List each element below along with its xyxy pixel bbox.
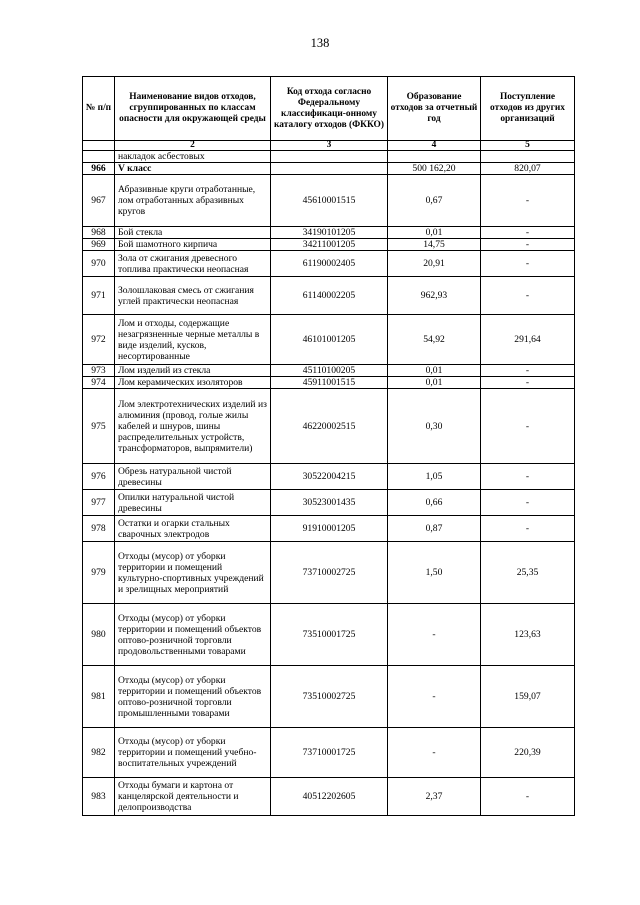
cell-code: 46220002515 [271, 389, 388, 464]
cell-num: 983 [83, 778, 115, 816]
cell-num: 979 [83, 542, 115, 604]
cell-num: 977 [83, 490, 115, 516]
table-row [83, 175, 575, 227]
cell-name: Лом электротехнических изделий из алюминия (провод, голые жилы кабелей и шнуров, шины распределительных устройств, трансформаторов, выпрямители) [115, 389, 271, 464]
cell-code: 61140002205 [271, 277, 388, 315]
cell-code: 46101001205 [271, 315, 388, 365]
cell-received: - [481, 175, 575, 227]
column-number-4: 4 [388, 141, 481, 151]
cell-name: Опилки натуральной чистой древесины [115, 490, 271, 516]
cell-name: Бой шамотного кирпича [115, 239, 271, 251]
cell-name: V класс [115, 163, 271, 175]
table-row [83, 464, 575, 490]
table-row [83, 490, 575, 516]
table-row [83, 227, 575, 239]
cell-formed: 14,75 [388, 239, 481, 251]
cell-name: Лом изделий из стекла [115, 365, 271, 377]
cell-code: 30522004215 [271, 464, 388, 490]
cell-name: Обрезь натуральной чистой древесины [115, 464, 271, 490]
cell-num: 975 [83, 389, 115, 464]
cell-num: 969 [83, 239, 115, 251]
cell-code: 73510001725 [271, 604, 388, 666]
cell-name: Остатки и огарки стальных сварочных электродов [115, 516, 271, 542]
cell-received: - [481, 277, 575, 315]
cell-formed: 1,05 [388, 464, 481, 490]
cell-received: - [481, 778, 575, 816]
cell-num: 978 [83, 516, 115, 542]
cell-num: 970 [83, 251, 115, 277]
cell-code: 73510002725 [271, 666, 388, 728]
cell-formed: 54,92 [388, 315, 481, 365]
cell-code [271, 151, 388, 163]
cell-formed: 962,93 [388, 277, 481, 315]
column-number-5: 5 [481, 141, 575, 151]
table-row [83, 778, 575, 816]
cell-name: Отходы (мусор) от уборки территории и помещений культурно-спортивных учреждений и зрелищных мероприятий [115, 542, 271, 604]
cell-code: 45110100205 [271, 365, 388, 377]
cell-code: 30523001435 [271, 490, 388, 516]
cell-received: 25,35 [481, 542, 575, 604]
cell-code: 73710002725 [271, 542, 388, 604]
table-row [83, 389, 575, 464]
cell-name: Золошлаковая смесь от сжигания углей практически неопасная [115, 277, 271, 315]
header-fkko-code: Код отхода согласно Федеральному классификаци-онному каталогу отходов (ФККО) [271, 77, 388, 141]
cell-formed: 0,01 [388, 227, 481, 239]
cell-num: 966 [83, 163, 115, 175]
cell-code: 91910001205 [271, 516, 388, 542]
cell-num: 981 [83, 666, 115, 728]
column-number-row [83, 141, 575, 151]
cell-received: - [481, 377, 575, 389]
cell-code [271, 163, 388, 175]
table-row [83, 666, 575, 728]
cell-received: - [481, 490, 575, 516]
cell-num: 971 [83, 277, 115, 315]
table-row [83, 239, 575, 251]
cell-received: - [481, 516, 575, 542]
cell-name: Отходы бумаги и картона от канцелярской деятельности и делопроизводства [115, 778, 271, 816]
column-number-2: 2 [115, 141, 271, 151]
cell-name: накладок асбестовых [115, 151, 271, 163]
cell-received: 123,63 [481, 604, 575, 666]
cell-num: 980 [83, 604, 115, 666]
cell-num: 982 [83, 728, 115, 778]
cell-formed: 500 162,20 [388, 163, 481, 175]
cell-code: 40512202605 [271, 778, 388, 816]
cell-num: 973 [83, 365, 115, 377]
cell-received: - [481, 239, 575, 251]
header-formed: Образование отходов за отчетный год [388, 77, 481, 141]
cell-name: Отходы (мусор) от уборки территории и помещений учебно-воспитательных учреждений [115, 728, 271, 778]
header-waste-name: Наименование видов отходов, сгруппированных по классам опасности для окружающей среды [115, 77, 271, 141]
table-row [83, 728, 575, 778]
table-row [83, 163, 575, 175]
cell-received: 159,07 [481, 666, 575, 728]
cell-formed: 20,91 [388, 251, 481, 277]
cell-received [481, 151, 575, 163]
cell-formed: 0,67 [388, 175, 481, 227]
cell-num: 968 [83, 227, 115, 239]
cell-received: 220,39 [481, 728, 575, 778]
cell-formed: 0,87 [388, 516, 481, 542]
cell-code: 34211001205 [271, 239, 388, 251]
cell-code: 61190002405 [271, 251, 388, 277]
cell-formed: - [388, 666, 481, 728]
cell-code: 34190101205 [271, 227, 388, 239]
table-row [83, 542, 575, 604]
cell-received: - [481, 227, 575, 239]
header-number: № п/п [83, 77, 115, 141]
cell-code: 45911001515 [271, 377, 388, 389]
cell-num: 976 [83, 464, 115, 490]
table-row [83, 516, 575, 542]
cell-num: 972 [83, 315, 115, 365]
column-number-1 [83, 141, 115, 151]
cell-formed: - [388, 728, 481, 778]
column-number-3: 3 [271, 141, 388, 151]
table-row [83, 315, 575, 365]
cell-name: Отходы (мусор) от уборки территории и помещений объектов оптово-розничной торговли промышленными товарами [115, 666, 271, 728]
cell-formed: 0,66 [388, 490, 481, 516]
table-row [83, 365, 575, 377]
page-number: 138 [310, 36, 330, 50]
cell-formed: 0,01 [388, 365, 481, 377]
table-row [83, 604, 575, 666]
cell-num: 974 [83, 377, 115, 389]
cell-formed: 0,01 [388, 377, 481, 389]
table-row [83, 377, 575, 389]
cell-name: Лом и отходы, содержащие незагрязненные черные металлы в виде изделий, кусков, несортированные [115, 315, 271, 365]
cell-num [83, 151, 115, 163]
table-row [83, 277, 575, 315]
cell-name: Зола от сжигания древесного топлива практически неопасная [115, 251, 271, 277]
cell-name: Лом керамических изоляторов [115, 377, 271, 389]
cell-received: - [481, 251, 575, 277]
cell-num: 967 [83, 175, 115, 227]
cell-received: 820,07 [481, 163, 575, 175]
cell-name: Отходы (мусор) от уборки территории и помещений объектов оптово-розничной торговли продовольственными товарами [115, 604, 271, 666]
cell-formed: 2,37 [388, 778, 481, 816]
cell-formed: 1,50 [388, 542, 481, 604]
cell-formed [388, 151, 481, 163]
cell-received: 291,64 [481, 315, 575, 365]
table-header-row [83, 77, 575, 141]
cell-received: - [481, 365, 575, 377]
waste-table [82, 76, 575, 816]
cell-received: - [481, 464, 575, 490]
cell-name: Бой стекла [115, 227, 271, 239]
cell-formed: 0,30 [388, 389, 481, 464]
cell-received: - [481, 389, 575, 464]
table-row [83, 151, 575, 163]
cell-code: 73710001725 [271, 728, 388, 778]
cell-code: 45610001515 [271, 175, 388, 227]
header-received: Поступление отходов из других организаций [481, 77, 575, 141]
cell-formed: - [388, 604, 481, 666]
table-row [83, 251, 575, 277]
cell-name: Абразивные круги отработанные, лом отработанных абразивных кругов [115, 175, 271, 227]
table-body [83, 151, 575, 816]
